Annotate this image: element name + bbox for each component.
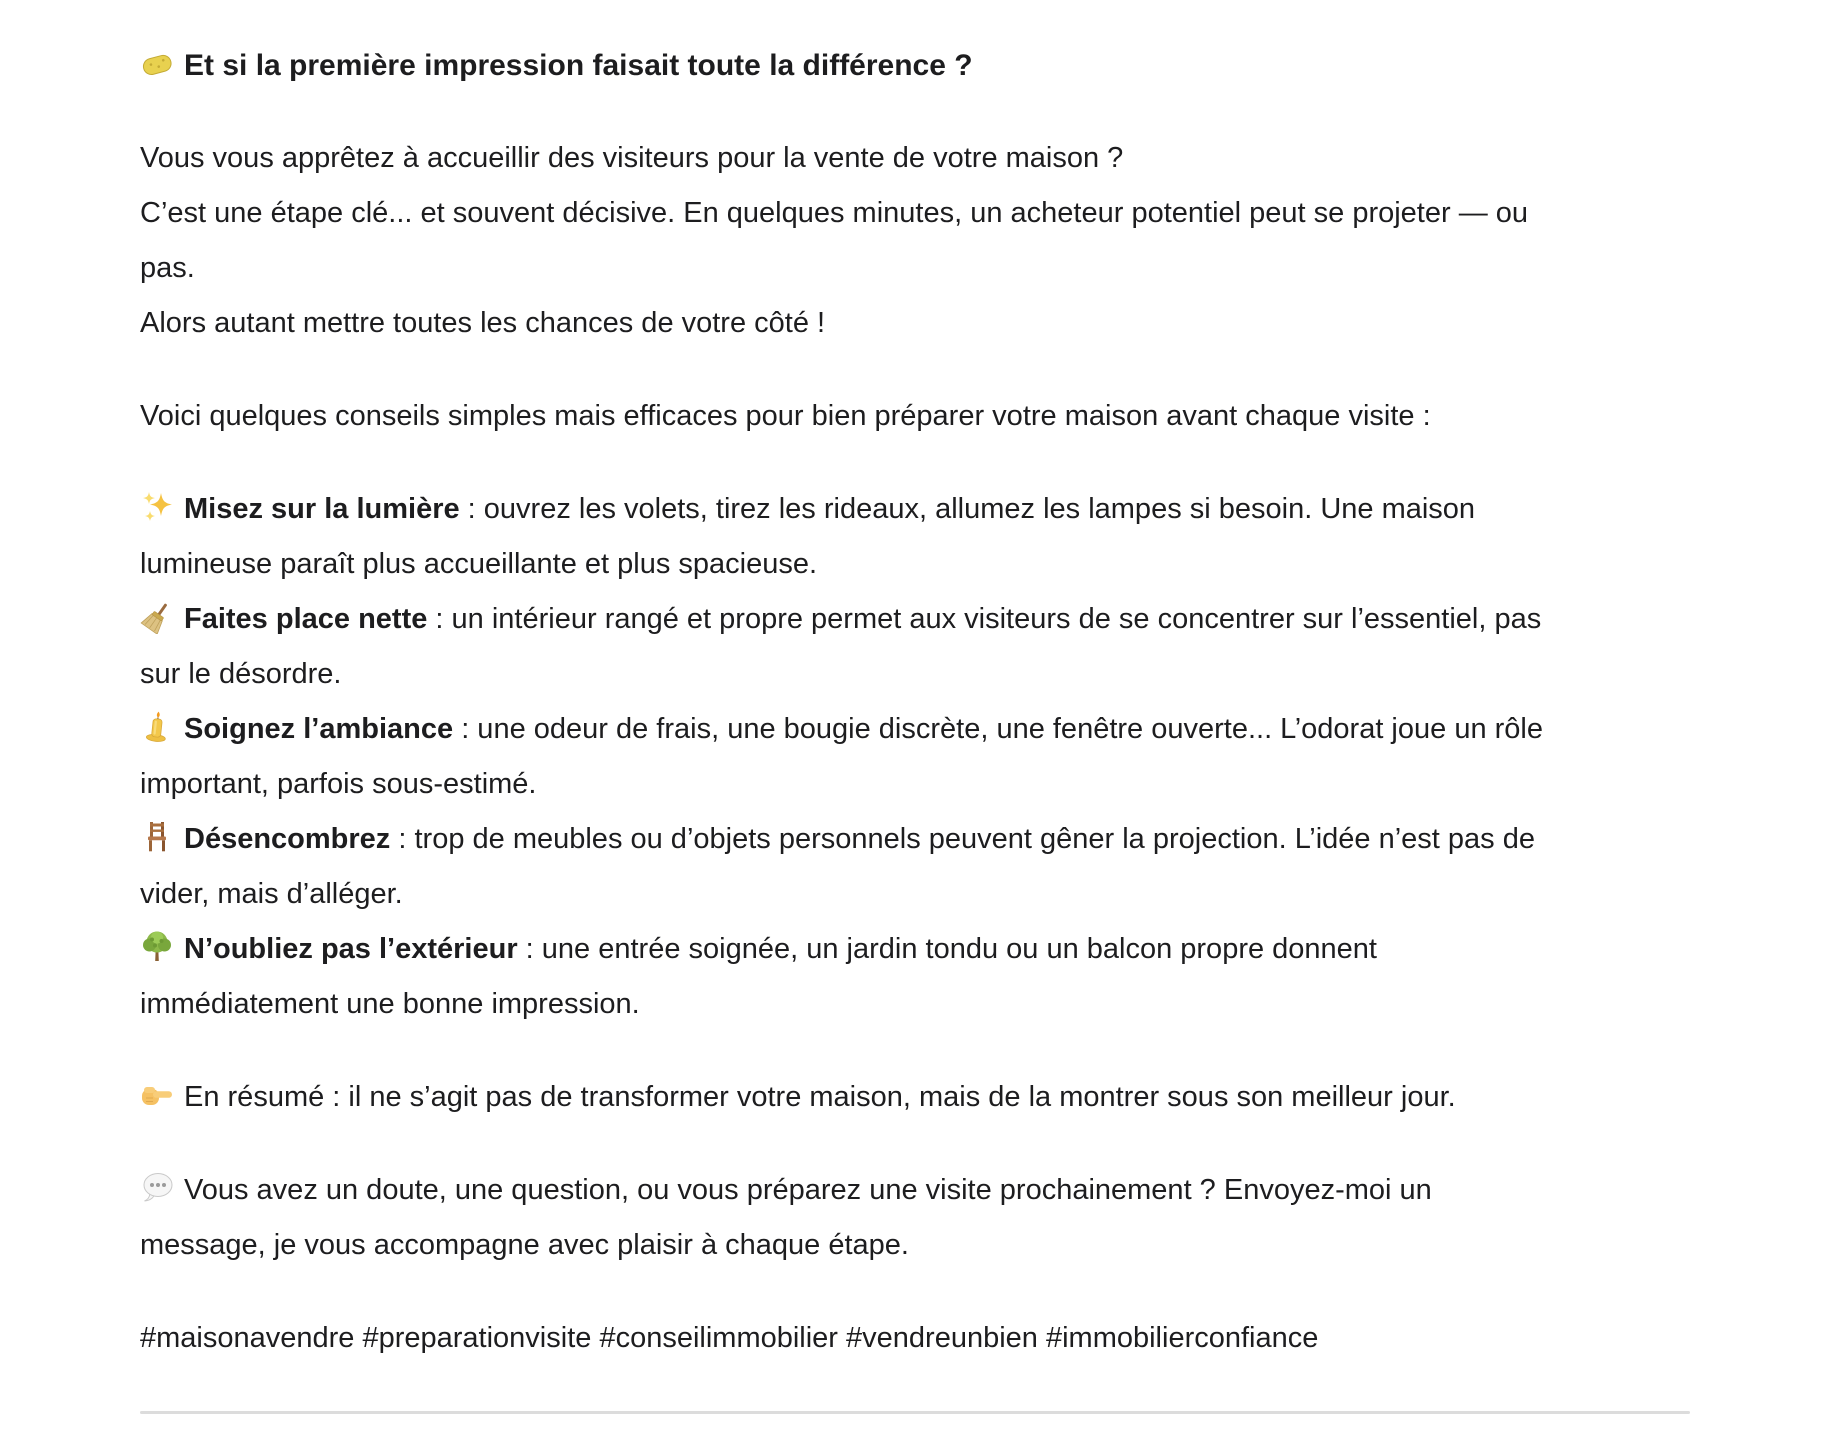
tip-item [140,922,1550,1032]
summary-text: En résumé : il ne s’agit pas de transformer votre maison, mais de la montrer sous son meilleur jour. [184,1081,1456,1113]
lead-paragraph: Voici quelques conseils simples mais efficaces pour bien préparer votre maison avant chaque visite : [140,400,1431,432]
point-right-icon [140,1078,174,1112]
cta-paragraph [140,1163,1550,1273]
tip-label: Misez sur la lumière [184,493,460,525]
tip-item [140,592,1550,702]
tip-label: Soignez l’ambiance [184,713,454,745]
sponge-icon [140,47,174,81]
tip-text: : ouvrez les volets, tirez les rideaux, allumez les lampes si besoin. Une maison lumineuse paraît plus accueillante et plus spacieuse. [140,493,1476,580]
tree-icon [140,930,174,964]
divider [140,1411,1690,1414]
tip-text: : une odeur de frais, une bougie discrète, une fenêtre ouverte... L’odorat joue un rôle important, parfois sous-estimé. [140,713,1543,800]
tip-label: N’oubliez pas l’extérieur [184,933,518,965]
document-content [140,38,1550,1366]
page-title-text: Et si la première impression faisait toute la différence ? [184,49,973,82]
tip-text: : une entrée soignée, un jardin tondu ou un balcon propre donnent immédiatement une bonne impression. [140,933,1377,1020]
tip-item [140,812,1550,922]
speech-balloon-icon [140,1171,174,1205]
candle-icon [140,710,174,744]
tip-text: : un intérieur rangé et propre permet aux visiteurs de se concentrer sur l’essentiel, pas sur le désordre. [140,603,1542,690]
broom-icon [140,600,174,634]
tips-list [140,482,1550,1032]
intro-line: Vous vous apprêtez à accueillir des visiteurs pour la vente de votre maison ? [140,142,1124,174]
tip-text: : trop de meubles ou d’objets personnels peuvent gêner la projection. L’idée n’est pas de vider, mais d’alléger. [140,823,1535,910]
tip-item [140,702,1550,812]
page-title [140,38,1550,93]
hashtags-line: #maisonavendre #preparationvisite #conseilimmobilier #vendreunbien #immobilierconfiance [140,1322,1319,1354]
intro-paragraph [140,131,1550,351]
sparkles-icon [140,490,174,524]
tip-label: Faites place nette [184,603,428,635]
tip-label: Désencombrez [184,823,391,855]
intro-line: C’est une étape clé... et souvent décisive. En quelques minutes, un acheteur potentiel peut se projeter — ou pas. [140,197,1529,284]
intro-line: Alors autant mettre toutes les chances de votre côté ! [140,307,826,339]
chair-icon [140,820,174,854]
summary-paragraph [140,1070,1550,1125]
tip-item [140,482,1550,592]
cta-text: Vous avez un doute, une question, ou vous préparez une visite prochainement ? Envoyez-moi un message, je vous accompagne avec plaisir à chaque étape. [140,1174,1432,1261]
